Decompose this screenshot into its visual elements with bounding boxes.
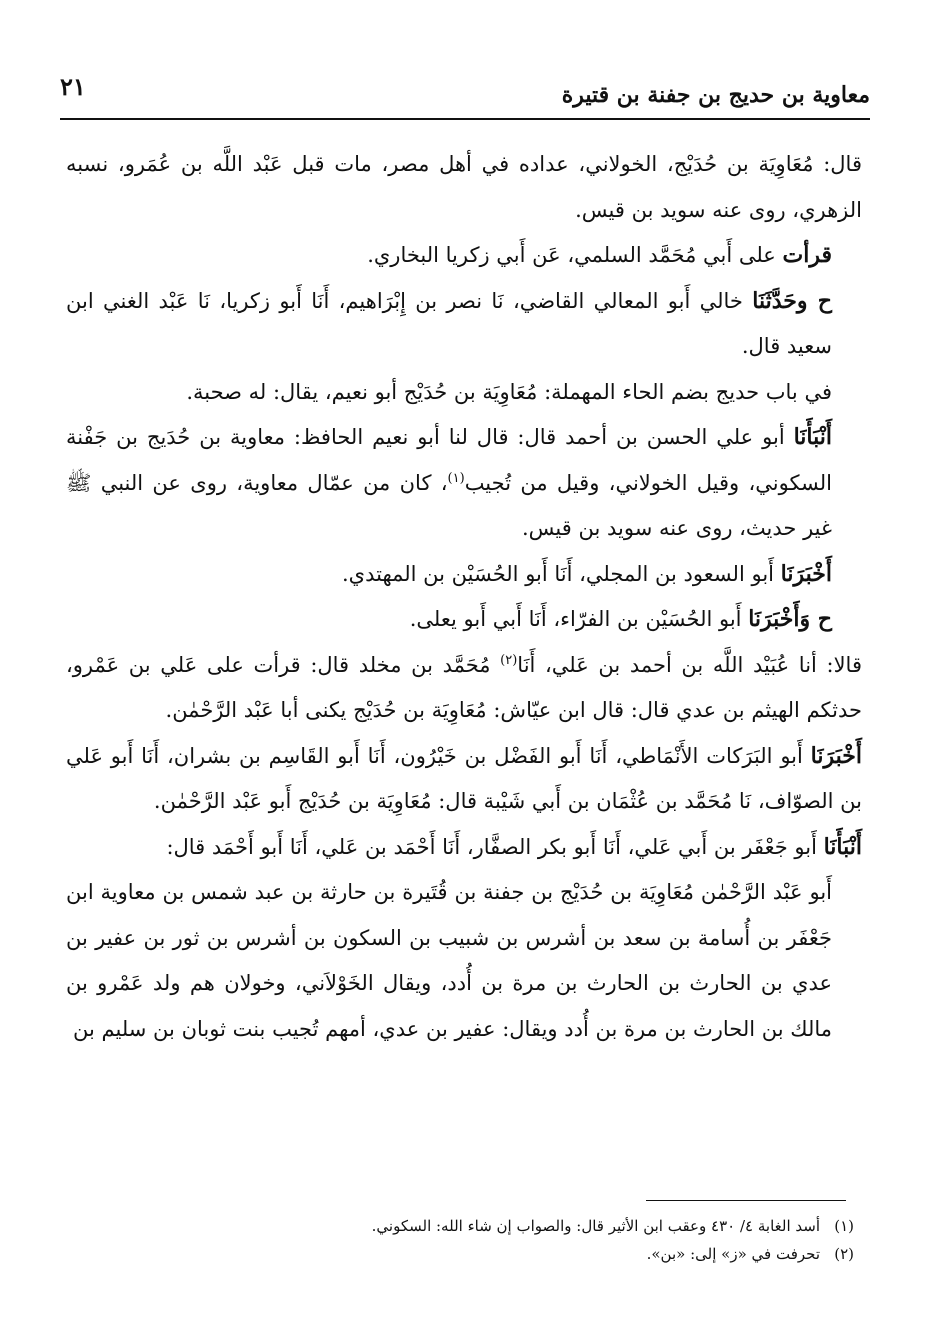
footnote-ref[interactable]: (١) <box>447 470 465 486</box>
paragraph: ح وحَدَّثَنَا خالي أَبو المعالي القاضي، نَا نصر بن إِبْرَاهيم، أَنَا أَبو زكريا، نَا عَبْد الغني ابن سعيد قال. <box>66 287 832 358</box>
paragraph: قالا: أنا عُبَيْد اللَّه بن أحمد بن عَلي، أَنَا$^{(٢)}$ مُحَمَّد بن مخلد قال: قرأت على عَلي بن عَمْرو، حدثكم الهيثم بن عدي قال: قال ابن عيّاش: مُعَاوِيَة بن حُدَيْج يكنى أبا عَبْد الرَّحْمٰن. <box>66 652 862 722</box>
paragraph: أَخْبَرَنَا أَبو البَرَكات الأَنْمَاطي، أَنَا أَبو الفَضْل بن خَيْرُون، أَنَا أَبو القَاسِم بن بشران، أَنَا أَبو عَلي بن الصوّاف، نَا مُحَمَّد بن عُثْمَان بن أَبي شَيْبة قال: مُعَاوِيَة بن حُدَيْج أَبو عَبْد الرَّحْمٰن. <box>66 742 862 813</box>
paragraph: أَنْبَأَنَا أبو علي الحسن بن أحمد قال: قال لنا أبو نعيم الحافظ: معاوية بن حُدَيج بن جَفْنة السكوني، وقيل الخولاني، وقيل من تُجيب$^{(١)}$، كان من عمّال معاوية، روى عن النبي ﷺ غير حديث، روى عنه سويد بن قيس. <box>66 424 833 540</box>
paragraph: أَبو عَبْد الرَّحْمٰن مُعَاوِيَة بن حُدَيْج بن جفنة بن قُتَيرة بن حارثة بن عبد شمس بن معاوية ابن جَعْفَر بن أُسامة بن سعد بن أشرس بن شبيب بن السكون بن أشرس بن ثور بن عفير بن عدي بن الحارث بن الحارث بن مرة بن أُدد، ويقال الخَوْلاَني، وخولان هم ولد عَمْرو بن مالك بن الحارث بن مرة بن أُدد ويقال: عفير بن عدي، أمهم تُجيب بنت ثوبان بن سليم بن <box>66 880 832 1041</box>
paragraph: ح وَأَخْبَرَنَا أَبو الحُسَيْن بن الفرّاء، أَنَا أَبي أَبو يعلى. <box>409 606 832 632</box>
keyword: ح وحَدَّثَنَا <box>752 287 832 314</box>
paragraph: أَنْبَأَنَا أَبو جَعْفَر بن أَبي عَلي، أَنَا أَبو بكر الصفَّار، أَنَا أَحْمَد بن عَلي، أَنَا أَبو أَحْمَد قال: <box>166 833 862 860</box>
footnote: (١)أسد الغابة ٤/ ٤٣٠ وعقب ابن الأثير قال: والصواب إن شاء الله: السكوني. <box>70 1212 854 1240</box>
keyword: ح وَأَخْبَرَنَا <box>748 606 832 632</box>
keyword: أَخْبَرَنَا <box>810 742 862 769</box>
keyword: أَخْبَرَنَا <box>780 560 832 587</box>
keyword: أَنْبَأَنَا <box>793 424 832 450</box>
paragraph: قرأت على أَبي مُحَمَّد السلمي، عَن أَبي زكريا البخاري. <box>367 242 832 268</box>
header-rule <box>60 118 870 120</box>
footnote-rule <box>646 1200 846 1201</box>
body-text <box>66 142 862 1052</box>
keyword: أَنْبَأَنَا <box>823 833 862 860</box>
paragraph: قال: مُعَاوِيَة بن حُدَيْج، الخولاني، عداده في أهل مصر، مات قبل عَبْد اللَّه بن عُمَرو، نسبه الزهري، روى عنه سويد بن قيس. <box>66 152 862 222</box>
keyword: قرأت <box>782 242 832 268</box>
paragraph: في باب حديج بضم الحاء المهملة: مُعَاوِيَة بن حُدَيْج أبو نعيم، يقال: له صحبة. <box>186 379 832 404</box>
page-number: ٢١ <box>60 72 86 101</box>
running-title: معاوية بن حديج بن جفنة بن قتيرة <box>561 82 870 108</box>
footnote-number: (٢) <box>834 1245 854 1263</box>
footnote-ref[interactable]: (٢) <box>500 652 518 668</box>
footnotes <box>70 1212 854 1268</box>
page-header <box>60 62 870 110</box>
footnote-number: (١) <box>834 1217 854 1235</box>
paragraph: أَخْبَرَنَا أَبو السعود بن المجلي، أَنَا أَبو الحُسَيْن بن المهتدي. <box>341 560 832 587</box>
footnote: (٢)تحرفت في «ز» إلى: «بن». <box>70 1240 854 1268</box>
